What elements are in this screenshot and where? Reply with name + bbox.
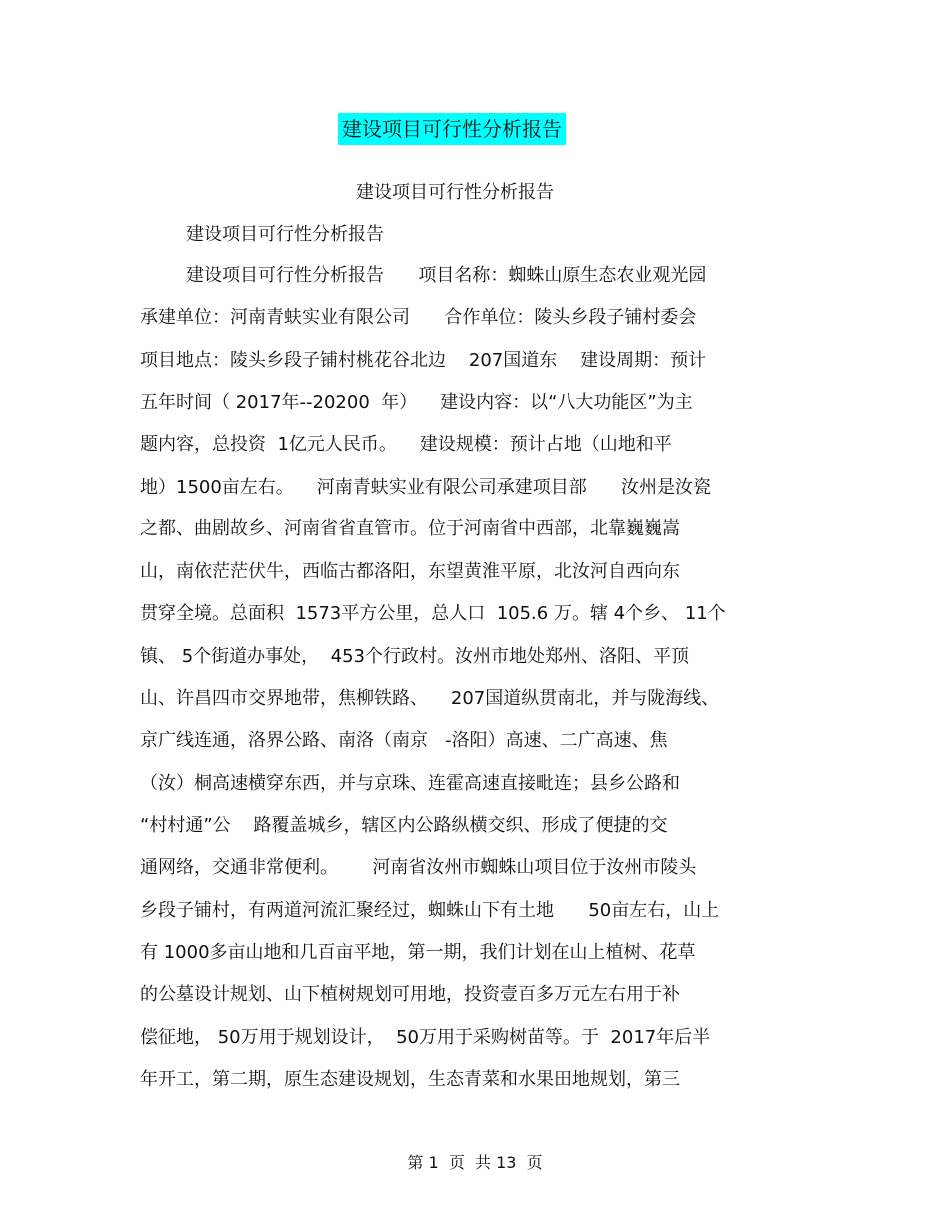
text-line: 山，南依茫茫伏牛，西临古都洛阳，东望黄淮平原，北汝河自西向东	[140, 561, 680, 582]
text-line: 五年时间（ 2017年--20200 年） 建设内容：以“八大功能区”为主	[140, 392, 693, 413]
text-line: 建设项目可行性分析报告 项目名称：蜘蛛山原生态农业观光园	[186, 265, 707, 286]
text-line: 年开工，第二期，原生态建设规划，生态青菜和水果田地规划，第三	[140, 1069, 680, 1090]
text-line: 镇、 5个街道办事处， 453个行政村。汝州市地处郑州、洛阳、平顶	[140, 646, 689, 667]
text-line: （汝）桐高速横穿东西，并与京珠、连霍高速直接毗连；县乡公路和	[140, 773, 680, 794]
text-line: 京广线连通，洛界公路、南洛（南京 -洛阳）高速、二广高速、焦	[140, 730, 668, 751]
text-line: 题内容，总投资 1亿元人民币。 建设规模：预计占地（山地和平	[140, 434, 672, 455]
text-line: 承建单位：河南青蚨实业有限公司 合作单位：陵头乡段子铺村委会	[140, 307, 697, 328]
text-line: “村村通”公 路覆盖城乡，辖区内公路纵横交织、形成了便捷的交	[140, 815, 668, 836]
text-line: 的公墓设计规划、山下植树规划可用地，投资壹百多万元左右用于补	[140, 984, 680, 1005]
subtitle-line: 建设项目可行性分析报告	[356, 182, 554, 203]
text-line: 贯穿全境。总面积 1573平方公里，总人口 105.6 万。辖 4个乡、 11个	[140, 603, 726, 624]
text-line: 有 1000多亩山地和几百亩平地，第一期，我们计划在山上植树、花草	[140, 942, 696, 963]
text-line: 地）1500亩左右。 河南青蚨实业有限公司承建项目部 汝州是汝瓷	[140, 477, 712, 498]
text-line: 建设项目可行性分析报告	[186, 224, 384, 245]
text-line: 偿征地， 50万用于规划设计， 50万用于采购树苗等。于 2017年后半	[140, 1027, 711, 1048]
page-footer: 第 1 页 共 13 页	[407, 1153, 543, 1172]
document-title: 建设项目可行性分析报告	[338, 113, 566, 145]
text-line: 之都、曲剧故乡、河南省省直管市。位于河南省中西部，北靠巍巍嵩	[140, 518, 680, 539]
text-line: 山、许昌四市交界地带，焦柳铁路、 207国道纵贯南北，并与陇海线、	[140, 688, 720, 709]
text-line: 通网络，交通非常便利。 河南省汝州市蜘蛛山项目位于汝州市陵头	[140, 857, 697, 878]
text-line: 乡段子铺村，有两道河流汇聚经过，蜘蛛山下有土地 50亩左右，山上	[140, 900, 720, 921]
text-line: 项目地点：陵头乡段子铺村桃花谷北边 207国道东 建设周期：预计	[140, 350, 707, 371]
